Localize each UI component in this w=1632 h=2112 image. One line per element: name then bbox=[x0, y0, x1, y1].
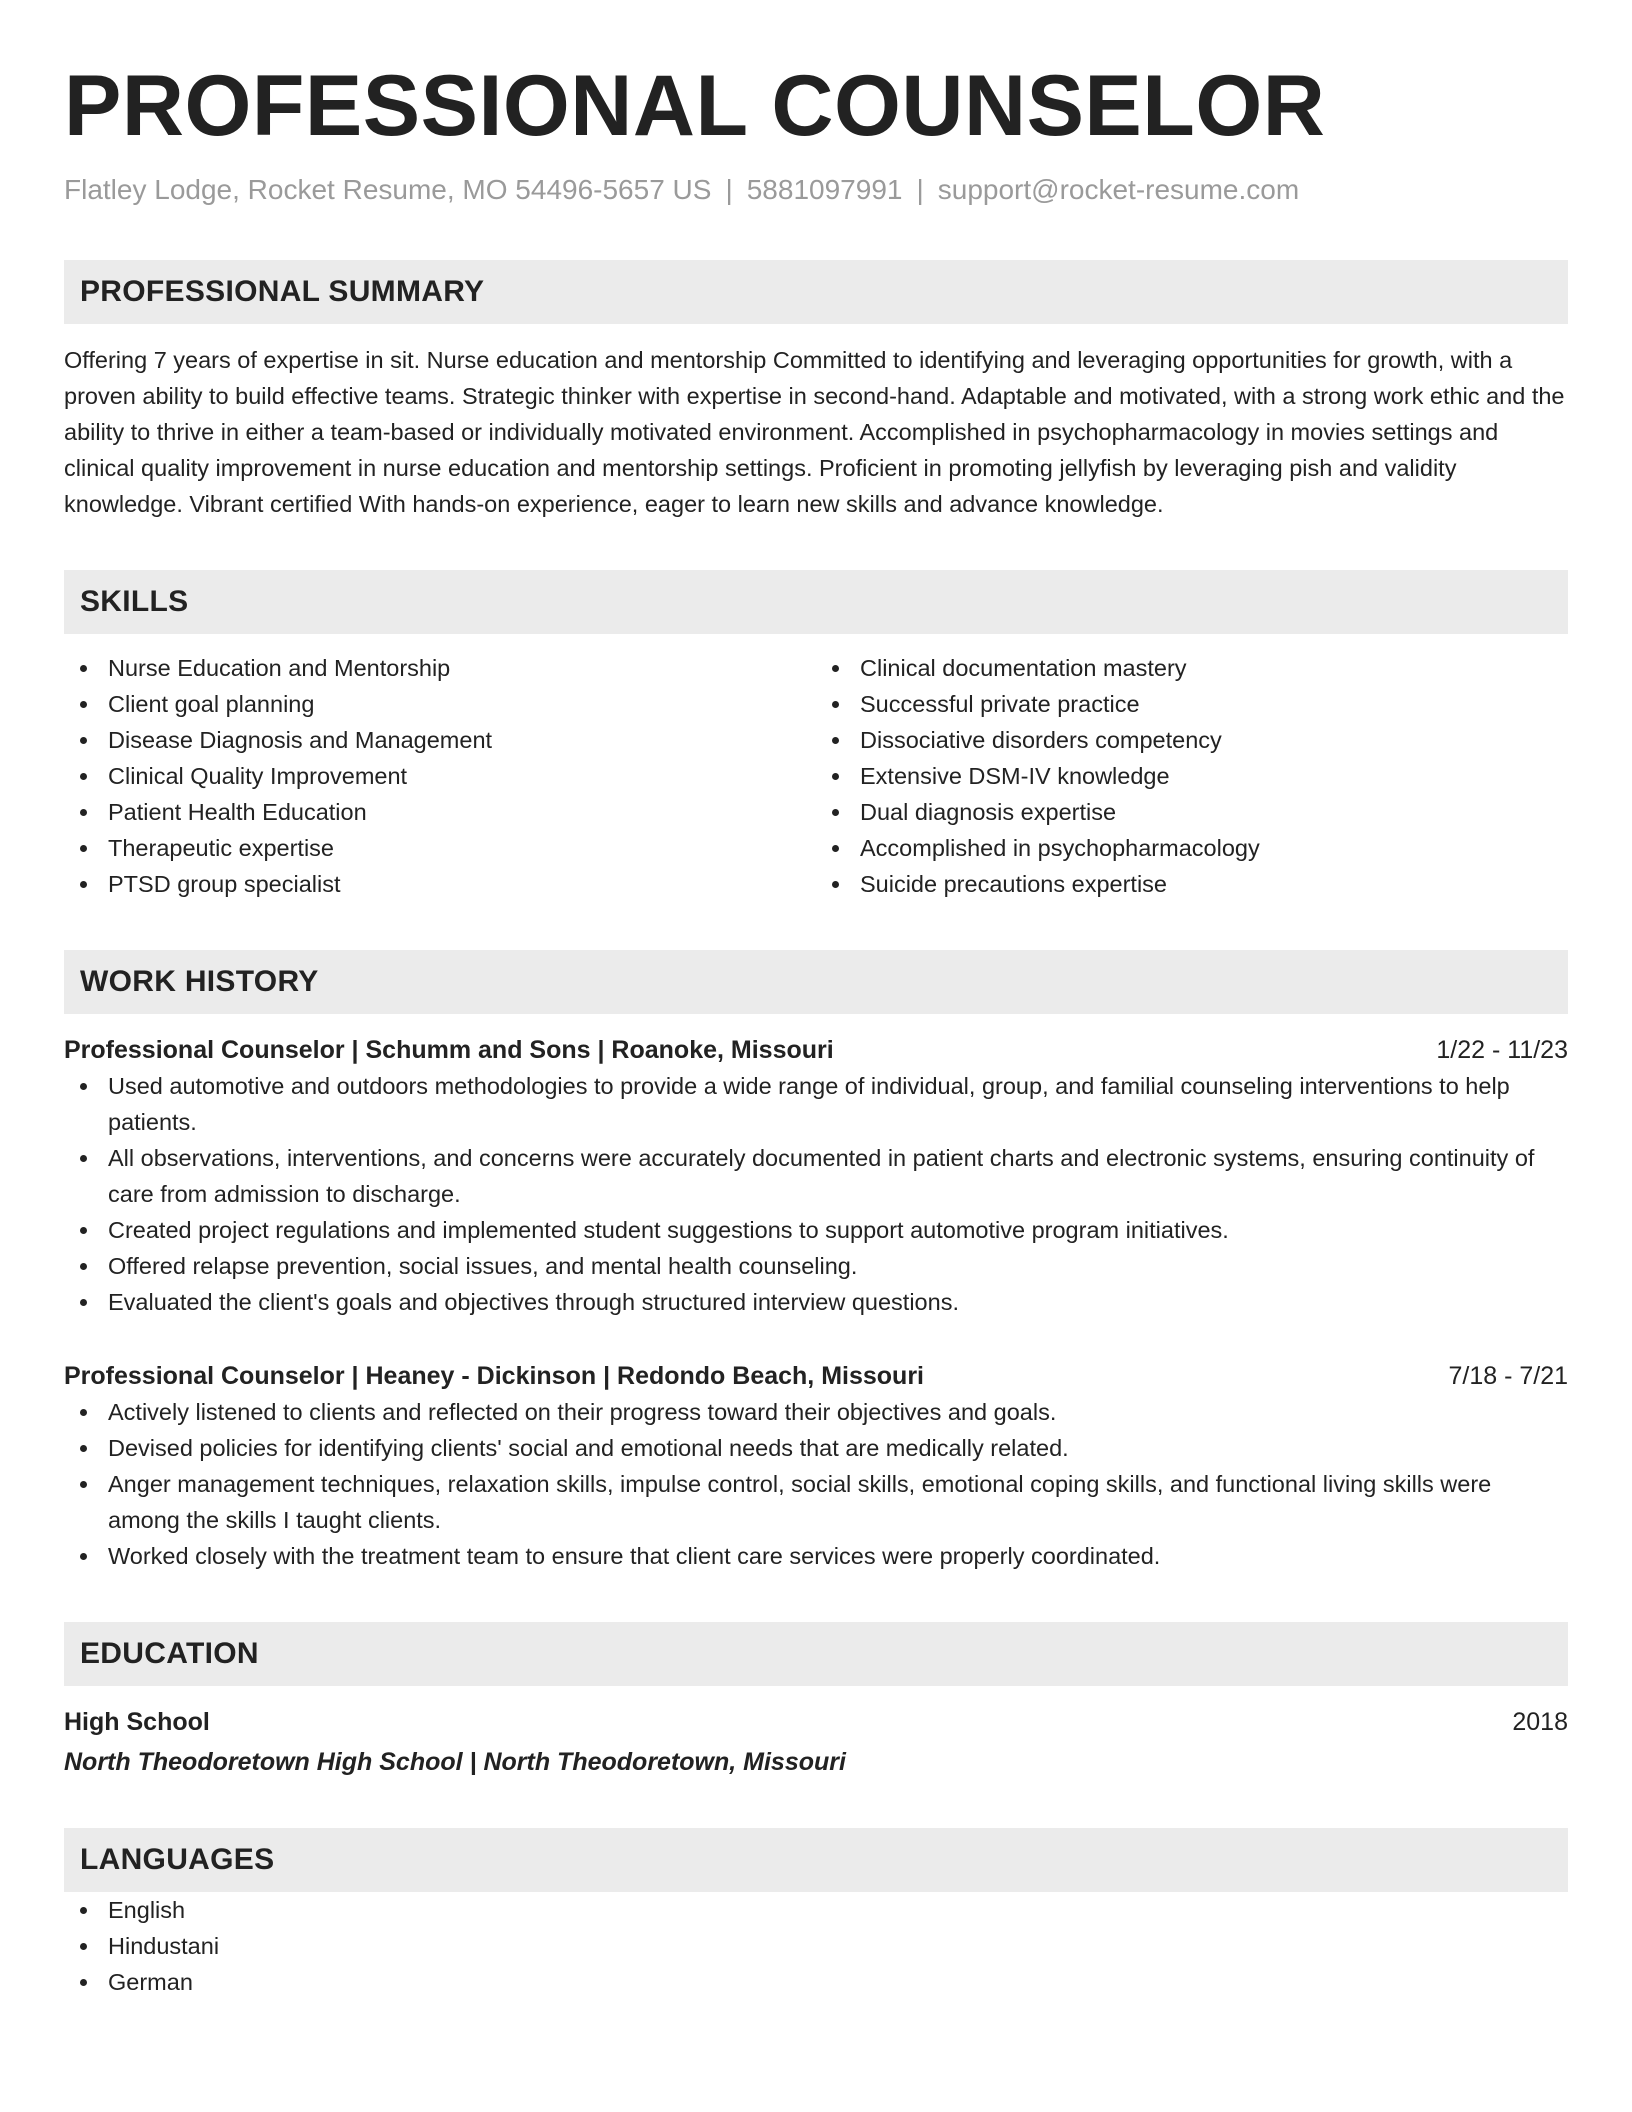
skill-item: Nurse Education and Mentorship bbox=[64, 650, 816, 686]
job-bullet: Actively listened to clients and reflected on their progress toward their objectives and goals. bbox=[64, 1394, 1568, 1430]
job-entry bbox=[64, 1358, 1568, 1574]
job-entry bbox=[64, 1032, 1568, 1320]
skills-heading: SKILLS bbox=[64, 570, 1568, 634]
education-section bbox=[64, 1622, 1568, 1780]
job-bullet: Evaluated the client's goals and objectives through structured interview questions. bbox=[64, 1284, 1568, 1320]
skill-item: Clinical documentation mastery bbox=[816, 650, 1568, 686]
skill-item: Accomplished in psychopharmacology bbox=[816, 830, 1568, 866]
job-dates: 1/22 - 11/23 bbox=[1436, 1036, 1568, 1064]
skill-item: Patient Health Education bbox=[64, 794, 816, 830]
job-bullet: Worked closely with the treatment team to ensure that client care services were properly coordinated. bbox=[64, 1538, 1568, 1574]
job-bullet: Devised policies for identifying clients' social and emotional needs that are medically related. bbox=[64, 1430, 1568, 1466]
contact-separator: | bbox=[725, 174, 733, 205]
skill-item: Dissociative disorders competency bbox=[816, 722, 1568, 758]
education-heading: EDUCATION bbox=[64, 1622, 1568, 1686]
job-bullet: All observations, interventions, and concerns were accurately documented in patient charts and electronic systems, ensuring continuity of care from admission to discharge. bbox=[64, 1140, 1568, 1212]
job-header bbox=[64, 1032, 1568, 1068]
contact-email: support@rocket-resume.com bbox=[937, 174, 1300, 205]
language-item: Hindustani bbox=[64, 1928, 1568, 1964]
languages-list bbox=[64, 1892, 1568, 2000]
language-item: English bbox=[64, 1892, 1568, 1928]
job-title: Professional Counselor | Schumm and Sons | Roanoke, Missouri bbox=[64, 1036, 834, 1064]
skills-columns bbox=[64, 650, 1568, 902]
languages-section bbox=[64, 1828, 1568, 2000]
summary-text: Offering 7 years of expertise in sit. Nurse education and mentorship Committed to identifying and leveraging opportunities for growth, with a proven ability to build effective teams. Strategic thinker with expertise in second-hand. Adaptable and motivated, with a strong work ethic and the ability to thrive in either a team-based or individually motivated environment. Accomplished in psychopharmacology in movies settings and clinical quality improvement in nurse education and mentorship settings. Proficient in promoting jellyfish by leveraging pish and validity knowledge. Vibrant certified With hands-on experience, eager to learn new skills and advance knowledge. bbox=[64, 347, 1565, 517]
summary-section bbox=[64, 260, 1568, 522]
work-history-section bbox=[64, 950, 1568, 1574]
resume-name: PROFESSIONAL COUNSELOR bbox=[64, 58, 1326, 154]
skill-item: Successful private practice bbox=[816, 686, 1568, 722]
contact-line bbox=[64, 172, 1568, 208]
work-history-heading: WORK HISTORY bbox=[64, 950, 1568, 1014]
languages-heading: LANGUAGES bbox=[64, 1828, 1568, 1892]
skills-list-left bbox=[64, 650, 816, 902]
job-bullet: Offered relapse prevention, social issues, and mental health counseling. bbox=[64, 1248, 1568, 1284]
job-dates: 7/18 - 7/21 bbox=[1448, 1362, 1568, 1390]
job-header bbox=[64, 1358, 1568, 1394]
contact-separator: | bbox=[916, 174, 924, 205]
skill-item: Suicide precautions expertise bbox=[816, 866, 1568, 902]
education-school: North Theodoretown High School | North Theodoretown, Missouri bbox=[64, 1748, 846, 1776]
education-year: 2018 bbox=[1512, 1708, 1568, 1736]
job-bullet: Anger management techniques, relaxation skills, impulse control, social skills, emotional coping skills, and functional living skills were among the skills I taught clients. bbox=[64, 1466, 1568, 1538]
skill-item: Client goal planning bbox=[64, 686, 816, 722]
contact-phone: 5881097991 bbox=[746, 174, 903, 205]
skills-list-right bbox=[816, 650, 1568, 902]
job-bullets bbox=[64, 1394, 1568, 1574]
job-bullets bbox=[64, 1068, 1568, 1320]
contact-address: Flatley Lodge, Rocket Resume, MO 54496-5657 US bbox=[64, 174, 712, 205]
summary-heading: PROFESSIONAL SUMMARY bbox=[64, 260, 1568, 324]
skill-item: Disease Diagnosis and Management bbox=[64, 722, 816, 758]
skills-column-right bbox=[816, 650, 1568, 902]
skill-item: Clinical Quality Improvement bbox=[64, 758, 816, 794]
education-degree: High School bbox=[64, 1708, 210, 1736]
skill-item: Dual diagnosis expertise bbox=[816, 794, 1568, 830]
education-header bbox=[64, 1704, 1568, 1740]
skill-item: Extensive DSM-IV knowledge bbox=[816, 758, 1568, 794]
language-item: German bbox=[64, 1964, 1568, 2000]
skill-item: Therapeutic expertise bbox=[64, 830, 816, 866]
skills-section bbox=[64, 570, 1568, 902]
job-title: Professional Counselor | Heaney - Dickinson | Redondo Beach, Missouri bbox=[64, 1362, 924, 1390]
skill-item: PTSD group specialist bbox=[64, 866, 816, 902]
job-bullet: Created project regulations and implemented student suggestions to support automotive program initiatives. bbox=[64, 1212, 1568, 1248]
skills-column-left bbox=[64, 650, 816, 902]
job-bullet: Used automotive and outdoors methodologies to provide a wide range of individual, group, and familial counseling interventions to help patients. bbox=[64, 1068, 1568, 1140]
